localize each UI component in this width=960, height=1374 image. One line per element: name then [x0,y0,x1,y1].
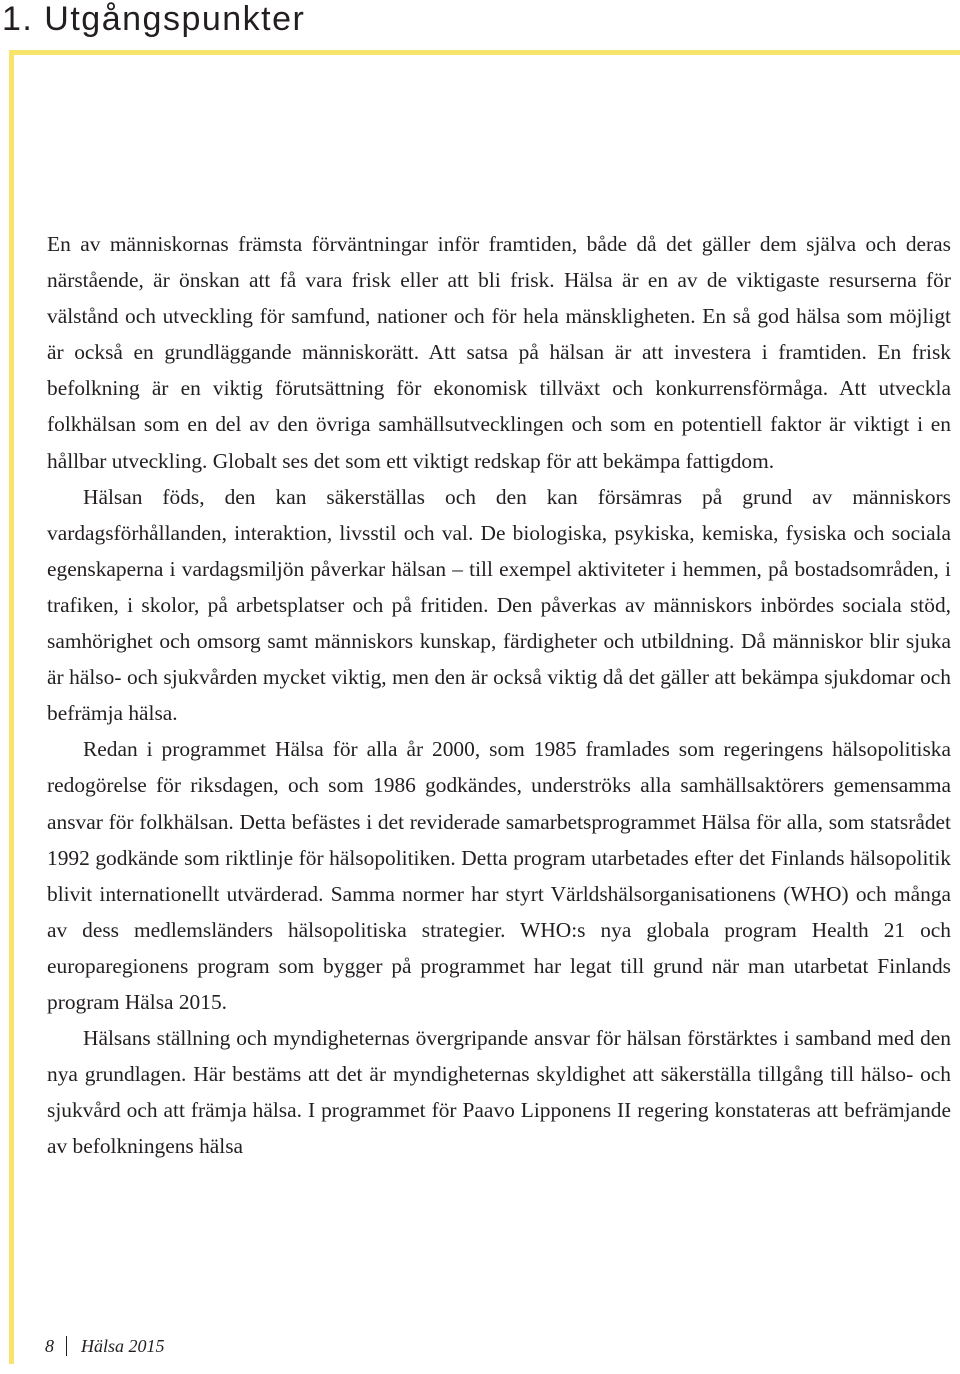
footer-separator [66,1336,67,1356]
accent-rule-vertical [9,50,14,1364]
paragraph-2: Hälsan föds, den kan säkerställas och den kan försämras på grund av människors vardagsförhållanden, interaktion, livsstil och val. De biologiska, psykiska, kemiska, fysiska och sociala egenskaperna i vardagsmiljön påverkar hälsan – till exempel aktiviteter i hemmen, på bostadsområden, i trafiken, i skolor, på arbetsplatser och på fritiden. Den påverkas av människors inbördes sociala stöd, samhörighet och omsorg samt människors kunskap, färdigheter och utbildning. Då människor blir sjuka är hälso- och sjukvården mycket viktig, men den är också viktig då det gäller att bekämpa sjukdomar och befrämja hälsa. [47,484,951,726]
accent-rule-horizontal [9,50,960,55]
paragraph-4: Hälsans ställning och myndigheternas övergripande ansvar för hälsan förstärktes i samband med den nya grundlagen. Här bestäms att det är myndigheternas skyldighet att säkerställa tillgång till hälso- och sjukvård och att främja hälsa. I programmet för Paavo Lipponens II regering konstateras att befrämjande av befolkningens hälsa [47,1026,951,1159]
page-title: 1. Utgångspunkter [2,0,306,38]
paragraph-1: En av människornas främsta förväntningar inför framtiden, både då det gäller dem själva och deras närstående, är önskan att få vara frisk eller att bli frisk. Hälsa är en av de viktigaste resurserna för välstånd och utveckling för samfund, nationer och för hela mänskligheten. En så god hälsa som möjligt är också en grundläggande människorätt. Att satsa på hälsan är att investera i framtiden. En frisk befolkning är en viktig förutsättning för ekonomisk tillväxt och konkurrensförmåga. Att utveckla folkhälsan som en del av den övriga samhällsutvecklingen och som en potentiell faktor är viktigt i en hållbar utveckling. Globalt ses det som ett viktigt redskap för att bekämpa fattigdom. [47,232,951,473]
page-footer [45,1334,165,1358]
page-number: 8 [45,1336,54,1356]
paragraph-3: Redan i programmet Hälsa för alla år 2000, som 1985 framlades som regeringens hälsopolitiska redogörelse för riksdagen, och som 1986 godkändes, underströks alla samhällsaktörers gemensamma ansvar för folkhälsan. Detta befästes i det reviderade samarbetsprogrammet Hälsa för alla, som statsrådet 1992 godkände som riktlinje för hälsopolitiken. Detta program utarbetades efter det Finlands hälsopolitik blivit internationellt utvärderad. Samma normer har styrt Världshälsorganisationens (WHO) och många av dess medlemsländers hälsopolitiska strategier. WHO:s nya globala program Health 21 och europaregionens program som bygger på programmet har legat till grund när man utarbetat Finlands program Hälsa 2015. [47,737,951,1014]
body-text [47,226,951,1164]
publication-title: Hälsa 2015 [81,1336,165,1356]
